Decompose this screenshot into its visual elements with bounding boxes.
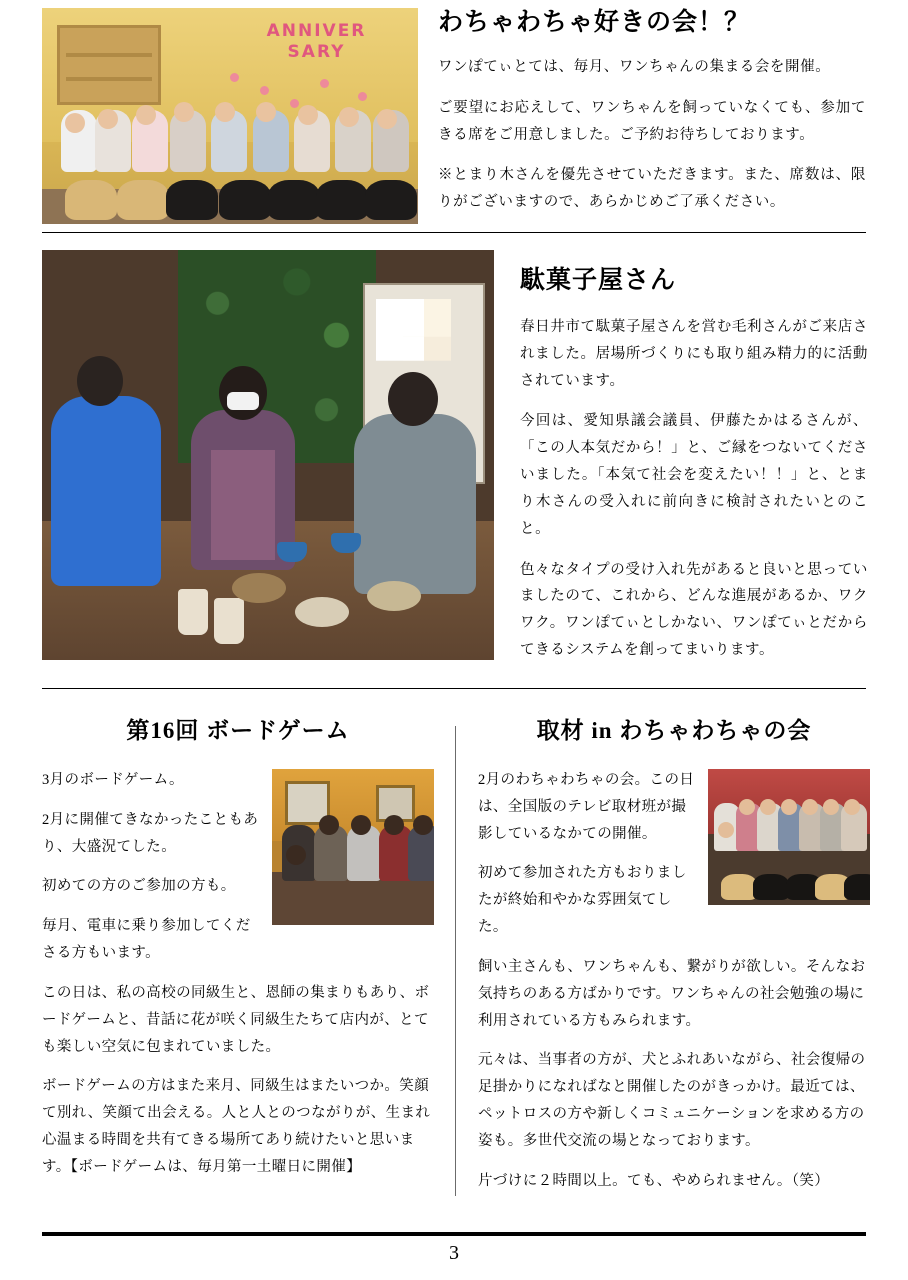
section2-text xyxy=(520,260,868,678)
anniversary-banner-text: ANNIVER SARY xyxy=(266,20,367,62)
section2-paragraph-2: 今回は、愛知県議会議員、伊藤たかはるさんが、「この人本気だから！」と、ご縁をつないてくださいました。「本気て社会を変えたい！！」と、とまり木さんの受入れに前向きに検討されたいとのこと。 xyxy=(520,413,868,537)
section1-divider xyxy=(42,232,866,233)
anniversary-group-photo xyxy=(42,8,418,224)
section-wachawacha xyxy=(0,0,908,238)
section2-title: 駄菓子屋さん xyxy=(520,267,677,294)
column-coverage xyxy=(478,712,870,1207)
coverage-paragraph-1: 2月のわちゃわちゃの会。この日は、全国版のテレビ取材班が撮影しているなかての開催。 xyxy=(478,772,695,842)
coverage-paragraph-2: 初めて参加された方もおりましたが終始和やかな雰囲気てした。 xyxy=(478,865,687,936)
page-number: 3 xyxy=(449,1242,459,1264)
section2-divider xyxy=(42,688,866,689)
boardgame-paragraph-4: 毎月、電車に乗り参加してくださる方もいます。 xyxy=(42,918,251,962)
dagashiya-interview-photo xyxy=(42,250,494,660)
section1-title: わちゃわちゃ好きの会！？ xyxy=(438,9,751,36)
boardgame-paragraph-5: この日は、私の高校の同級生と、恩師の集まりもあり、ボードゲームと、昔話に花が咲く同級生たちて店内が、とても楽しい空気に包まれていました。 xyxy=(42,984,430,1055)
coverage-paragraph-4: 元々は、当事者の方が、犬とふれあいながら、社会復帰の足掛かりになればなと開催したのがきっかけ。最近ては、ペットロスの方や新しくコミュニケーションを求める方の姿も。多世代交流の場となっております。 xyxy=(478,1052,866,1149)
section2-paragraph-1: 春日井市て駄菓子屋さんを営む毛利さんがご来店されました。居場所づくりにも取り組み精力的に活動されています。 xyxy=(520,319,868,389)
coverage-title: 取材 in わちゃわちゃの会 xyxy=(536,718,812,743)
boardgame-paragraph-3: 初めての方のご参加の方も。 xyxy=(42,878,236,895)
section1-paragraph-1: ワンぽてぃとては、毎月、ワンちゃんの集まる会を開催。 xyxy=(438,59,831,75)
coverage-paragraph-5: 片づけに２時間以上。ても、やめられません。（笑） xyxy=(478,1172,830,1189)
boardgame-paragraph-2: 2月に開催てきなかったこともあり、大盛況てした。 xyxy=(42,811,259,855)
column-divider xyxy=(455,726,456,1196)
section1-text xyxy=(438,2,866,230)
coverage-photo xyxy=(708,769,870,905)
section1-paragraph-3: ※とまり木さんを優先させていただきます。また、席数は、限りがございますので、あらかじめご了承ください。 xyxy=(438,167,866,211)
section2-paragraph-3: 色々なタイプの受け入れ先があると良いと思っていましたのて、これから、どんな進展があるか、ワクワク。ワンぽてぃとしかない、ワンぽてぃとだからてきるシステムを創ってまいります。 xyxy=(520,561,868,658)
boardgame-title: 第16回 ボードゲーム xyxy=(126,718,350,743)
coverage-paragraph-3: 飼い主さんも、ワンちゃんも、繋がりが欲しい。そんなお気持ちのある方ばかりです。ワンちゃんの社会勉強の場に利用されている方もみられます。 xyxy=(478,958,866,1029)
footer-divider xyxy=(42,1232,866,1236)
boardgame-photo xyxy=(272,769,434,925)
section-dagashiya xyxy=(0,246,908,686)
section-two-columns xyxy=(0,712,908,1212)
column-boardgame xyxy=(42,712,434,1194)
boardgame-paragraph-6: ボードゲームの方はまた来月、同級生はまたいつか。笑顔て別れ、笑顔て出会える。人と人とのつながりが、生まれ心温まる時間を共有てきる場所てあり続けたいと思います。【ボードゲームは、毎月第一土曜日に開催】 xyxy=(42,1078,431,1175)
boardgame-paragraph-1: 3月のボードゲーム。 xyxy=(42,772,184,788)
section1-paragraph-2: ご要望にお応えして、ワンちゃんを飼っていなくても、参加てきる席をご用意しました。ご予約お待ちしております。 xyxy=(438,99,866,143)
